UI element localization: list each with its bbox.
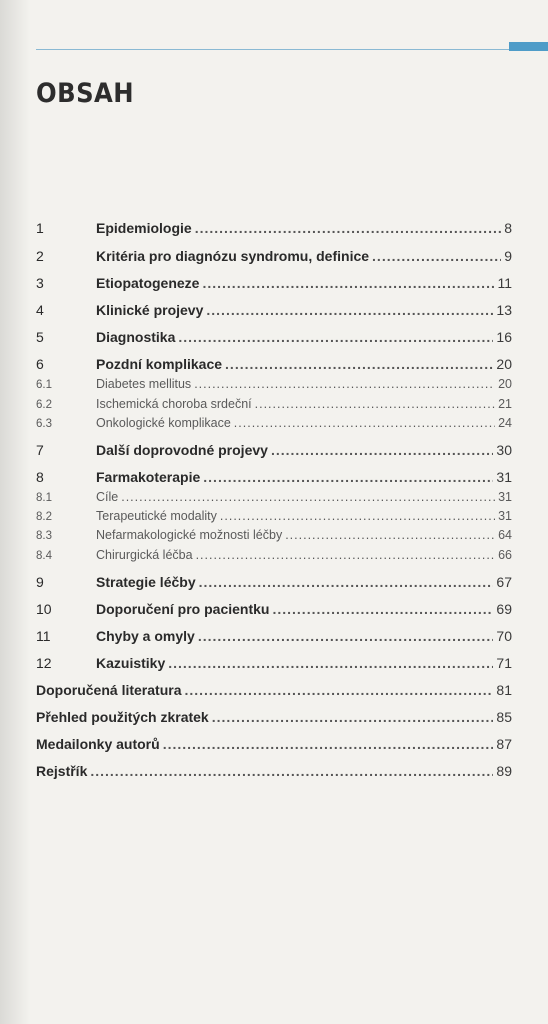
dot-leader: [184, 682, 493, 698]
toc-label: Chirurgická léčba: [96, 548, 193, 562]
dot-leader: [90, 763, 493, 779]
dot-leader: [234, 416, 495, 430]
toc-entry: [36, 628, 512, 644]
toc-page-number: 21: [498, 397, 512, 411]
toc-entry: [36, 763, 512, 779]
toc-number: 8.4: [36, 550, 52, 562]
toc-entry: [36, 416, 512, 430]
dot-leader: [194, 377, 495, 391]
toc-label: Strategie léčby: [96, 574, 196, 590]
toc-entry: [36, 736, 512, 752]
toc-label: Kritéria pro diagnózu syndromu, definice: [96, 248, 370, 264]
toc-number: 9: [36, 574, 44, 590]
toc-number: 2: [36, 248, 44, 264]
toc-number: 8.2: [36, 511, 52, 523]
toc-label: Diagnostika: [96, 329, 176, 345]
toc-label: Další doprovodné projevy: [96, 442, 268, 458]
toc-entry: [36, 655, 512, 671]
toc-label: Nefarmakologické možnosti léčby: [96, 528, 283, 542]
dot-leader: [198, 628, 494, 644]
toc-page-number: 31: [498, 490, 512, 504]
dot-leader: [199, 574, 494, 590]
toc-number: 12: [36, 655, 52, 671]
toc-page-number: 70: [496, 628, 512, 644]
toc-entry: [36, 548, 512, 562]
header-rule: [36, 49, 512, 50]
toc-label: Terapeutické modality: [96, 509, 217, 523]
toc-page-number: 85: [496, 709, 512, 725]
toc-page-number: 87: [496, 736, 512, 752]
toc-entry: [36, 329, 512, 345]
toc-page-number: 9: [504, 248, 512, 264]
toc-number: 6: [36, 356, 44, 372]
toc-page-number: 20: [496, 356, 512, 372]
toc-page-number: 8: [504, 220, 512, 236]
toc-entry: [36, 490, 512, 504]
toc-number: 6.1: [36, 379, 52, 391]
toc-page-number: 64: [498, 528, 512, 542]
toc-label: Etiopatogeneze: [96, 275, 200, 291]
toc-entry: [36, 509, 512, 523]
dot-leader: [163, 736, 494, 752]
toc-entry: [36, 220, 512, 236]
toc-label: Klinické projevy: [96, 302, 204, 318]
toc-page-number: 11: [497, 275, 512, 291]
toc-label: Pozdní komplikace: [96, 356, 223, 372]
toc-page-number: 13: [496, 302, 512, 318]
dot-leader: [196, 548, 496, 562]
toc-entry: [36, 248, 512, 264]
toc-label: Chyby a omyly: [96, 628, 195, 644]
dot-leader: [178, 329, 493, 345]
toc-label: Doporučená literatura: [36, 682, 182, 698]
toc-number: 1: [36, 220, 44, 236]
toc-number: 4: [36, 302, 44, 318]
toc-number: 11: [36, 628, 51, 644]
toc-page-number: 31: [498, 509, 512, 523]
toc-page-number: 31: [496, 469, 512, 485]
page-spine-shadow: [0, 0, 30, 1024]
toc-entry: [36, 469, 512, 485]
dot-leader: [206, 302, 493, 318]
toc-label: Cíle: [96, 490, 119, 504]
toc-number: 8.3: [36, 530, 52, 542]
toc-label: Epidemiologie: [96, 220, 192, 236]
toc-page-number: 69: [496, 601, 512, 617]
toc-entry: [36, 377, 512, 391]
toc-number: 6.3: [36, 418, 52, 430]
toc-label: Medailonky autorů: [36, 736, 160, 752]
toc-entry: [36, 528, 512, 542]
dot-leader: [255, 397, 495, 411]
dot-leader: [168, 655, 493, 671]
dot-leader: [195, 220, 502, 236]
toc-number: 8: [36, 469, 44, 485]
toc-page-number: 20: [498, 377, 512, 391]
toc-label: Onkologické komplikace: [96, 416, 231, 430]
toc-number: 3: [36, 275, 44, 291]
toc-page-number: 66: [498, 548, 512, 562]
toc-entry: [36, 356, 512, 372]
dot-leader: [202, 275, 494, 291]
toc-label: Přehled použitých zkratek: [36, 709, 209, 725]
toc-label: Kazuistiky: [96, 655, 166, 671]
toc-entry: [36, 709, 512, 725]
toc-entry: [36, 574, 512, 590]
toc-label: Diabetes mellitus: [96, 377, 192, 391]
dot-leader: [225, 356, 493, 372]
toc-page-number: 24: [498, 416, 512, 430]
page-title: OBSAH: [36, 78, 135, 109]
toc-number: 10: [36, 601, 52, 617]
toc-entry: [36, 275, 512, 291]
toc-page-number: 16: [496, 329, 512, 345]
toc-entry: [36, 442, 512, 458]
toc-label: Ischemická choroba srdeční: [96, 397, 252, 411]
toc-entry: [36, 302, 512, 318]
toc-number: 8.1: [36, 492, 52, 504]
dot-leader: [121, 490, 495, 504]
toc-page-number: 30: [496, 442, 512, 458]
toc-page-number: 89: [496, 763, 512, 779]
dot-leader: [272, 601, 493, 617]
toc-page-number: 71: [496, 655, 512, 671]
toc-number: 7: [36, 442, 44, 458]
dot-leader: [220, 509, 495, 523]
toc-label: Rejstřík: [36, 763, 88, 779]
dot-leader: [212, 709, 494, 725]
dot-leader: [372, 248, 501, 264]
toc-entry: [36, 601, 512, 617]
toc-label: Farmakoterapie: [96, 469, 201, 485]
dot-leader: [271, 442, 493, 458]
toc-entry: [36, 682, 512, 698]
toc-page-number: 67: [496, 574, 512, 590]
toc-entry: [36, 397, 512, 411]
toc-label: Doporučení pro pacientku: [96, 601, 270, 617]
toc-number: 6.2: [36, 399, 52, 411]
toc-number: 5: [36, 329, 44, 345]
dot-leader: [285, 528, 495, 542]
dot-leader: [203, 469, 493, 485]
header-accent-tab: [509, 42, 548, 51]
toc-page-number: 81: [496, 682, 512, 698]
